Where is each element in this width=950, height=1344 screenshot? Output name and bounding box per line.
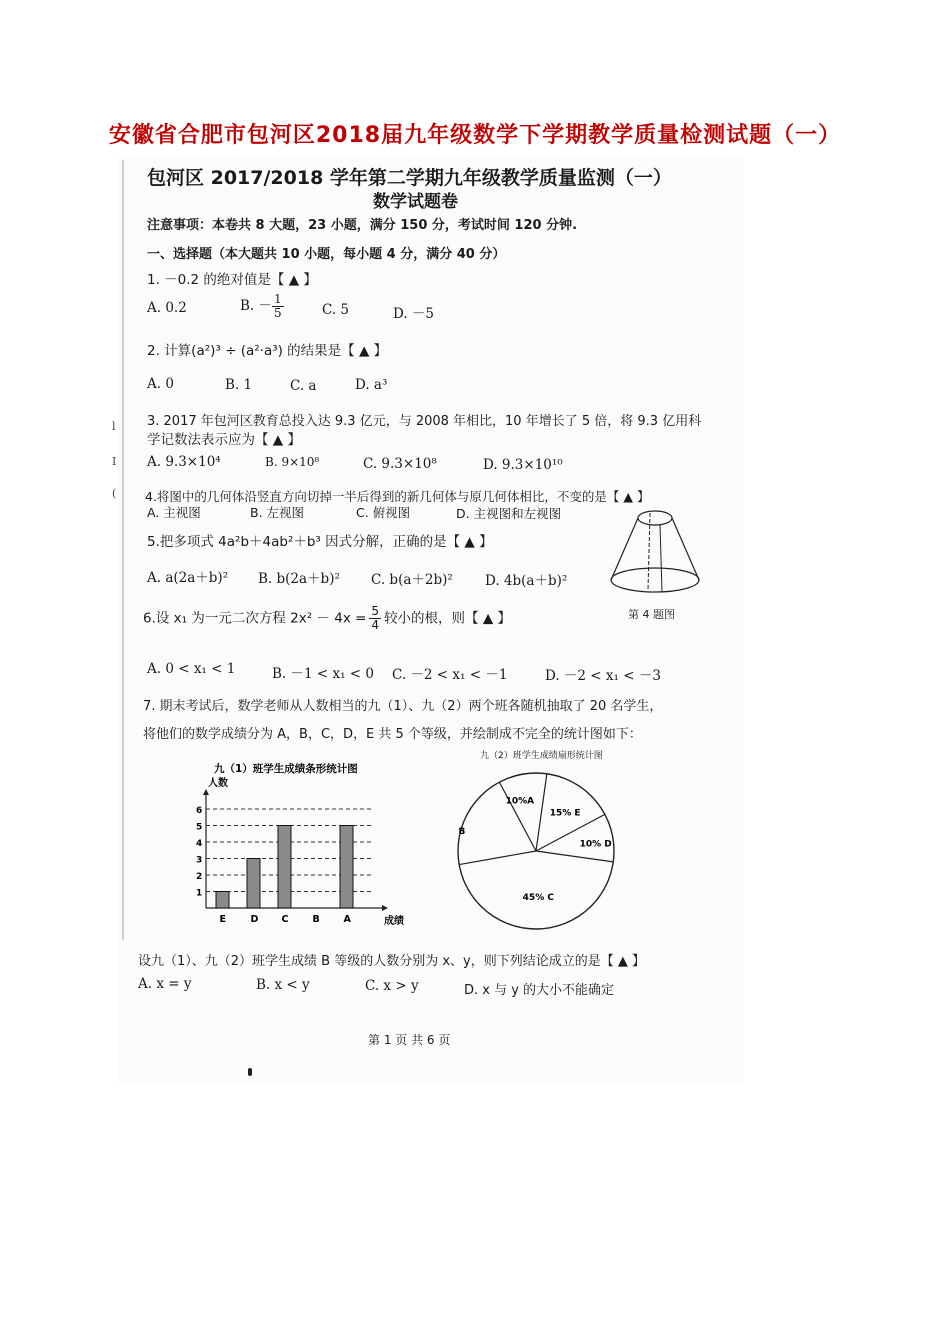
pie-chart bbox=[450, 760, 630, 935]
bar-chart-y-tick: 3 bbox=[196, 855, 203, 866]
frustum-side bbox=[611, 518, 638, 580]
bar-chart-x-tick: C bbox=[281, 914, 289, 925]
pie-chart-slice-edge bbox=[536, 774, 547, 851]
q7-option-d: D. x 与 y 的大小不能确定 bbox=[464, 983, 615, 998]
q5-option-b: B. b(2a＋b)² bbox=[258, 571, 340, 587]
pie-chart-slice-label: 15% E bbox=[549, 808, 581, 819]
pie-chart-slice-edge bbox=[536, 851, 613, 862]
exam-subheader: 数学试题卷 bbox=[373, 192, 458, 212]
q5-stem: 5.把多项式 4a²b＋4ab²＋b³ 因式分解，正确的是【 ▲ 】 bbox=[147, 534, 493, 550]
pie-chart-slice-label: B bbox=[458, 826, 466, 837]
q2-option-c: C. a bbox=[290, 378, 317, 394]
bar-chart-y-tick: 6 bbox=[196, 806, 203, 816]
q4-stem: 4.将图中的几何体沿竖直方向切掉一半后得到的新几何体与原几何体相比，不变的是【 ▲ 】 bbox=[145, 489, 650, 504]
bar-chart bbox=[178, 760, 418, 935]
bar-chart-x-tick: A bbox=[343, 914, 351, 925]
bar-chart-bar bbox=[278, 826, 291, 909]
q6-option-d: D. －2 < x₁ < －3 bbox=[545, 668, 661, 684]
q1-option-b: B. － $\frac{1}{5}$ bbox=[240, 292, 282, 320]
margin-mark: l bbox=[112, 420, 116, 433]
q4-figure-caption: 第 4 题图 bbox=[628, 608, 675, 621]
scan-speck bbox=[248, 1068, 252, 1076]
bar-chart-bar bbox=[247, 859, 260, 909]
bar-chart-xlabel: 成绩 bbox=[384, 916, 404, 927]
q5-option-c: C. b(a＋2b)² bbox=[371, 572, 453, 588]
bar-chart-y-arrow bbox=[203, 789, 209, 795]
q1-option-a: A. 0.2 bbox=[147, 300, 187, 316]
q2-option-a: A. 0 bbox=[147, 376, 174, 392]
q6-option-a: A. 0 < x₁ < 1 bbox=[147, 661, 236, 677]
bar-chart-y-tick: 4 bbox=[196, 839, 203, 849]
q3-stem-line1: 3. 2017 年包河区教育总投入达 9.3 亿元，与 2008 年相比，10 年增长了 5 倍，将 9.3 亿用科 bbox=[147, 414, 702, 429]
q7-stem-line3: 设九（1）、九（2）班学生成绩 B 等级的人数分别为 x、y，则下列结论成立的是【 ▲ 】 bbox=[138, 954, 646, 969]
q6-option-c: C. －2 < x₁ < －1 bbox=[392, 667, 508, 683]
pie-chart-slice-label: 45% C bbox=[522, 892, 554, 903]
frustum-top bbox=[638, 511, 672, 525]
exam-header: 包河区 2017/2018 学年第二学期九年级教学质量监测（一） bbox=[147, 167, 672, 189]
q7-stem-line2: 将他们的数学成绩分为 A，B，C，D，E 共 5 个等级，并绘制成不完全的统计图如下： bbox=[143, 727, 642, 742]
pie-chart-slice-edge bbox=[459, 851, 536, 865]
q1-option-d: D. －5 bbox=[393, 306, 435, 322]
pie-chart-slice-label: 10% D bbox=[579, 839, 612, 850]
section-heading: 一、选择题（本大题共 10 小题，每小题 4 分，满分 40 分） bbox=[147, 247, 506, 262]
frustum-cut-line bbox=[660, 524, 662, 592]
pie-chart-slice-label: 10%A bbox=[505, 796, 535, 807]
q5-option-a: A. a(2a＋b)² bbox=[147, 570, 229, 586]
frustum-side bbox=[672, 518, 699, 580]
bar-chart-x-tick: D bbox=[250, 914, 259, 925]
q3-option-d: D. 9.3×10¹⁰ bbox=[483, 457, 563, 473]
margin-mark: I bbox=[112, 455, 117, 468]
pie-chart-title: 九（2）班学生成绩扇形统计图 bbox=[480, 751, 603, 761]
page-footer: 第 1 页 共 6 页 bbox=[368, 1033, 451, 1047]
frustum-base bbox=[611, 568, 699, 592]
bar-chart-y-tick: 1 bbox=[196, 888, 203, 899]
q5-option-d: D. 4b(a＋b)² bbox=[485, 573, 568, 589]
bar-chart-y-tick: 2 bbox=[196, 872, 203, 882]
q2-stem: 2. 计算(a²)³ ÷ (a²·a³) 的结果是【 ▲ 】 bbox=[147, 343, 388, 359]
q3-option-a: A. 9.3×10⁴ bbox=[147, 454, 221, 470]
bar-chart-title: 九（1）班学生成绩条形统计图 bbox=[214, 763, 358, 775]
q1-option-c: C. 5 bbox=[322, 302, 350, 318]
scan-edge bbox=[122, 160, 124, 940]
bar-chart-x-tick: B bbox=[312, 914, 320, 925]
pie-chart-slice-edge bbox=[499, 782, 536, 851]
q4-option-d: D. 主视图和左视图 bbox=[456, 506, 562, 521]
q3-stem-line2: 学记数法表示应为【 ▲ 】 bbox=[147, 432, 301, 448]
q4-option-b: B. 左视图 bbox=[250, 505, 305, 520]
q2-option-d: D. a³ bbox=[355, 377, 388, 393]
q4-option-a: A. 主视图 bbox=[147, 505, 201, 520]
q3-option-c: C. 9.3×10⁸ bbox=[363, 456, 437, 472]
exam-notice: 注意事项：本卷共 8 大题，23 小题，满分 150 分，考试时间 120 分钟. bbox=[147, 218, 578, 233]
q6-option-b: B. －1 < x₁ < 0 bbox=[272, 666, 374, 682]
q7-option-a: A. x = y bbox=[138, 976, 192, 992]
bar-chart-ylabel: 人数 bbox=[208, 778, 228, 789]
q7-option-b: B. x < y bbox=[256, 977, 310, 993]
margin-mark: ( bbox=[112, 487, 117, 500]
bar-chart-bar bbox=[340, 826, 353, 909]
q2-option-b: B. 1 bbox=[225, 377, 253, 393]
bar-chart-y-tick: 5 bbox=[196, 822, 203, 833]
frustum-figure bbox=[600, 505, 710, 605]
q6-stem: 6.设 x₁ 为一元二次方程 2x² － 4x = $\frac{5}{4}$ 较小的根，则【 ▲ 】 bbox=[143, 604, 512, 632]
q3-option-b: B. 9×10⁸ bbox=[265, 455, 320, 469]
bar-chart-bar bbox=[216, 892, 229, 909]
q1-stem: 1. －0.2 的绝对值是【 ▲ 】 bbox=[147, 272, 317, 288]
q7-option-c: C. x > y bbox=[365, 978, 419, 994]
bleed-through-text bbox=[680, 198, 730, 308]
bar-chart-x-arrow bbox=[382, 905, 388, 911]
q4-option-c: C. 俯视图 bbox=[356, 505, 411, 520]
q7-stem-line1: 7. 期末考试后，数学老师从人数相当的九（1）、九（2）两个班各随机抽取了 20 名学生， bbox=[143, 699, 663, 714]
document-title: 安徽省合肥市包河区2018届九年级数学下学期教学质量检测试题（一） bbox=[108, 123, 842, 148]
bar-chart-x-tick: E bbox=[219, 914, 226, 925]
